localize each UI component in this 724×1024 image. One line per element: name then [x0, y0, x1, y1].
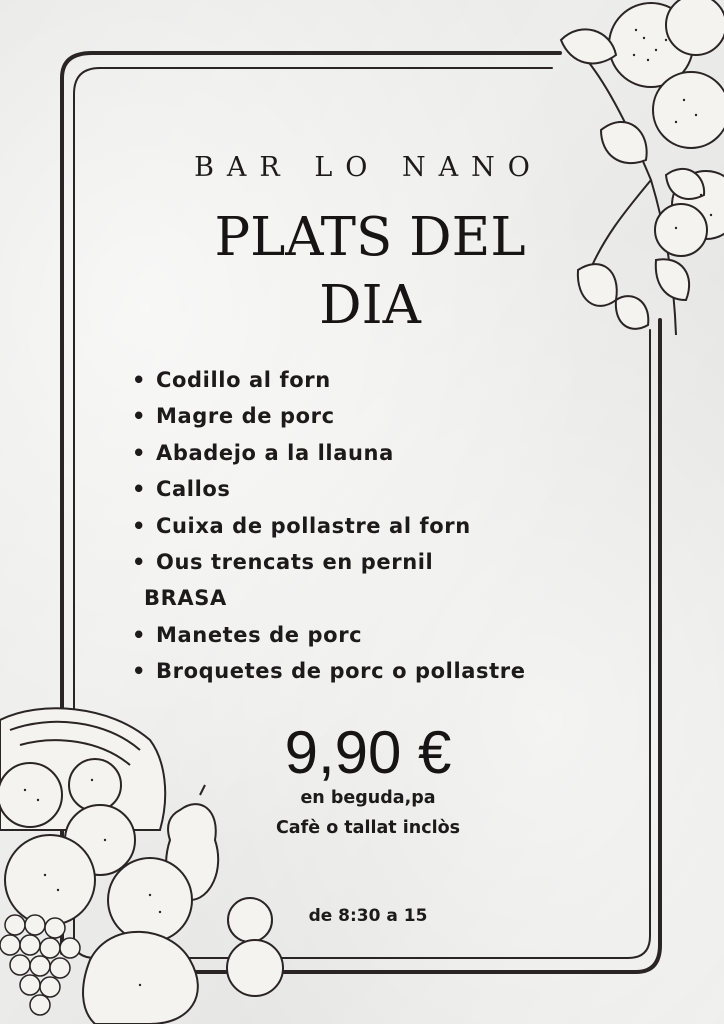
opening-hours: de 8:30 a 15 [308, 906, 428, 926]
brasa-item: • Manetes de porc [132, 622, 363, 647]
menu-item: • Codillo al forn [132, 368, 331, 392]
title-line-1: PLATS DEL [214, 207, 526, 268]
menu-item: • Cuixa de pollastre al forn [132, 513, 471, 538]
title-line-2: DIA [319, 275, 421, 336]
daily-menu-list [132, 362, 592, 690]
page-title [140, 204, 600, 340]
menu-item: • Ous trencats en pernil [132, 549, 434, 574]
menu-item: • Abadejo a la llauna [132, 440, 394, 465]
brasa-section-title: BRASA [144, 586, 227, 611]
brasa-item: • Broquetes de porc o pollastre [132, 659, 526, 684]
includes-line-1: en beguda,pa [300, 788, 436, 808]
menu-item: • Magre de porc [132, 404, 335, 429]
menu-price: 9,90 € [284, 719, 452, 786]
includes-line-2: Cafè o tallat inclòs [275, 818, 461, 838]
menu-item: • Callos [132, 477, 231, 502]
bar-name: BAR LO NANO [194, 152, 543, 183]
